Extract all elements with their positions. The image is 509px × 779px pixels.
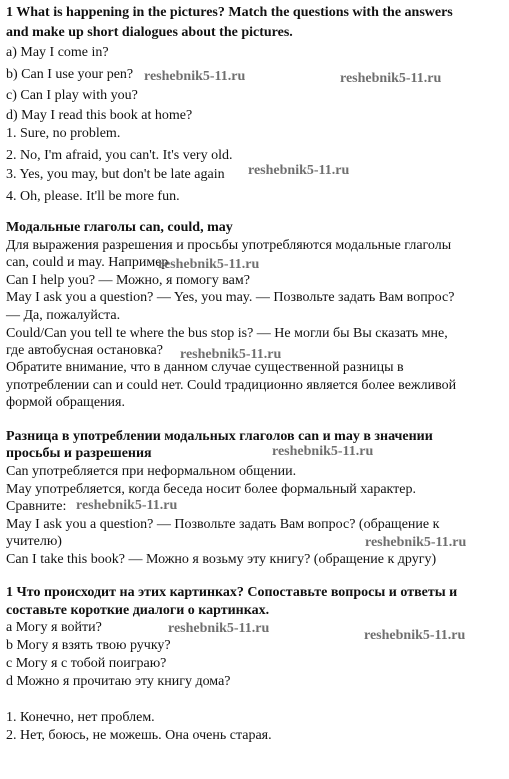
compare-example-line: Can I take this book? — Можно я возьму эту книгу? (обращение к другу) — [6, 552, 437, 567]
grammar-heading-difference-line-2: просьбы и разрешения — [6, 446, 152, 461]
difference-line: May употребляется, когда беседа носит более формальный характер. — [6, 482, 416, 497]
watermark: reshebnik5-11.ru — [158, 257, 260, 272]
answer-4: 4. Oh, please. It'll be more fun. — [6, 189, 180, 204]
watermark: reshebnik5-11.ru — [340, 71, 442, 86]
question-a: a) May I come in? — [6, 45, 109, 60]
example-line: Could/Can you tell te where the bus stop is? — Не могли бы Вы сказать мне, — [6, 326, 448, 341]
grammar-heading-modals: Модальные глаголы can, could, may — [6, 220, 233, 235]
exercise-title-line-1: 1 What is happening in the pictures? Match the questions with the answers — [6, 5, 453, 20]
translation-answer-1: 1. Конечно, нет проблем. — [6, 710, 155, 725]
watermark: reshebnik5-11.ru — [76, 498, 178, 513]
translation-question-b: b Могу я взять твою ручку? — [6, 638, 171, 653]
note-line: формой обращения. — [6, 395, 125, 410]
exercise-title-line-2: and make up short dialogues about the pictures. — [6, 25, 293, 40]
question-c: c) Can I play with you? — [6, 88, 138, 103]
question-b: b) Can I use your pen? — [6, 67, 134, 82]
answer-2: 2. No, I'm afraid, you can't. It's very old. — [6, 148, 233, 163]
watermark: reshebnik5-11.ru — [180, 347, 282, 362]
translation-answer-2: 2. Нет, боюсь, не можешь. Она очень старая. — [6, 728, 272, 743]
watermark: reshebnik5-11.ru — [168, 621, 270, 636]
note-line: Обратите внимание, что в данном случае существенной разницы в — [6, 360, 404, 375]
answer-3: 3. Yes, you may, but don't be late again — [6, 167, 225, 182]
grammar-paragraph-line: Для выражения разрешения и просьбы употребляются модальные глаголы — [6, 238, 452, 253]
translation-question-d: d Можно я прочитаю эту книгу дома? — [6, 674, 231, 689]
example-line: Can I help you? — Можно, я помогу вам? — [6, 273, 250, 288]
grammar-paragraph-line: can, could и may. Например — [6, 255, 169, 270]
compare-example-line: учителю) — [6, 534, 62, 549]
note-line: употреблении can и could нет. Could традиционно является более вежливой — [6, 378, 457, 393]
translation-title-line-2: составьте короткие диалоги о картинках. — [6, 603, 270, 618]
watermark: reshebnik5-11.ru — [272, 444, 374, 459]
difference-line: Can употребляется при неформальном общении. — [6, 464, 297, 479]
watermark: reshebnik5-11.ru — [364, 628, 466, 643]
watermark: reshebnik5-11.ru — [144, 69, 246, 84]
example-line: May I ask you a question? — Yes, you may. — Позвольте задать Вам вопрос? — [6, 290, 455, 305]
example-line: где автобусная остановка? — [6, 343, 163, 358]
translation-title-line-1: 1 Что происходит на этих картинках? Сопоставьте вопросы и ответы и — [6, 585, 458, 600]
answer-1: 1. Sure, no problem. — [6, 126, 121, 141]
watermark: reshebnik5-11.ru — [248, 163, 350, 178]
compare-label: Сравните: — [6, 499, 67, 514]
compare-example-line: May I ask you a question? — Позвольте задать Вам вопрос? (обращение к — [6, 517, 440, 532]
watermark: reshebnik5-11.ru — [365, 535, 467, 550]
grammar-heading-difference-line-1: Разница в употреблении модальных глаголов can и may в значении — [6, 429, 433, 444]
question-d: d) May I read this book at home? — [6, 108, 193, 123]
translation-question-a: a Могу я войти? — [6, 620, 102, 635]
example-line: — Да, пожалуйста. — [6, 308, 121, 323]
translation-question-c: c Могу я с тобой поиграю? — [6, 656, 167, 671]
